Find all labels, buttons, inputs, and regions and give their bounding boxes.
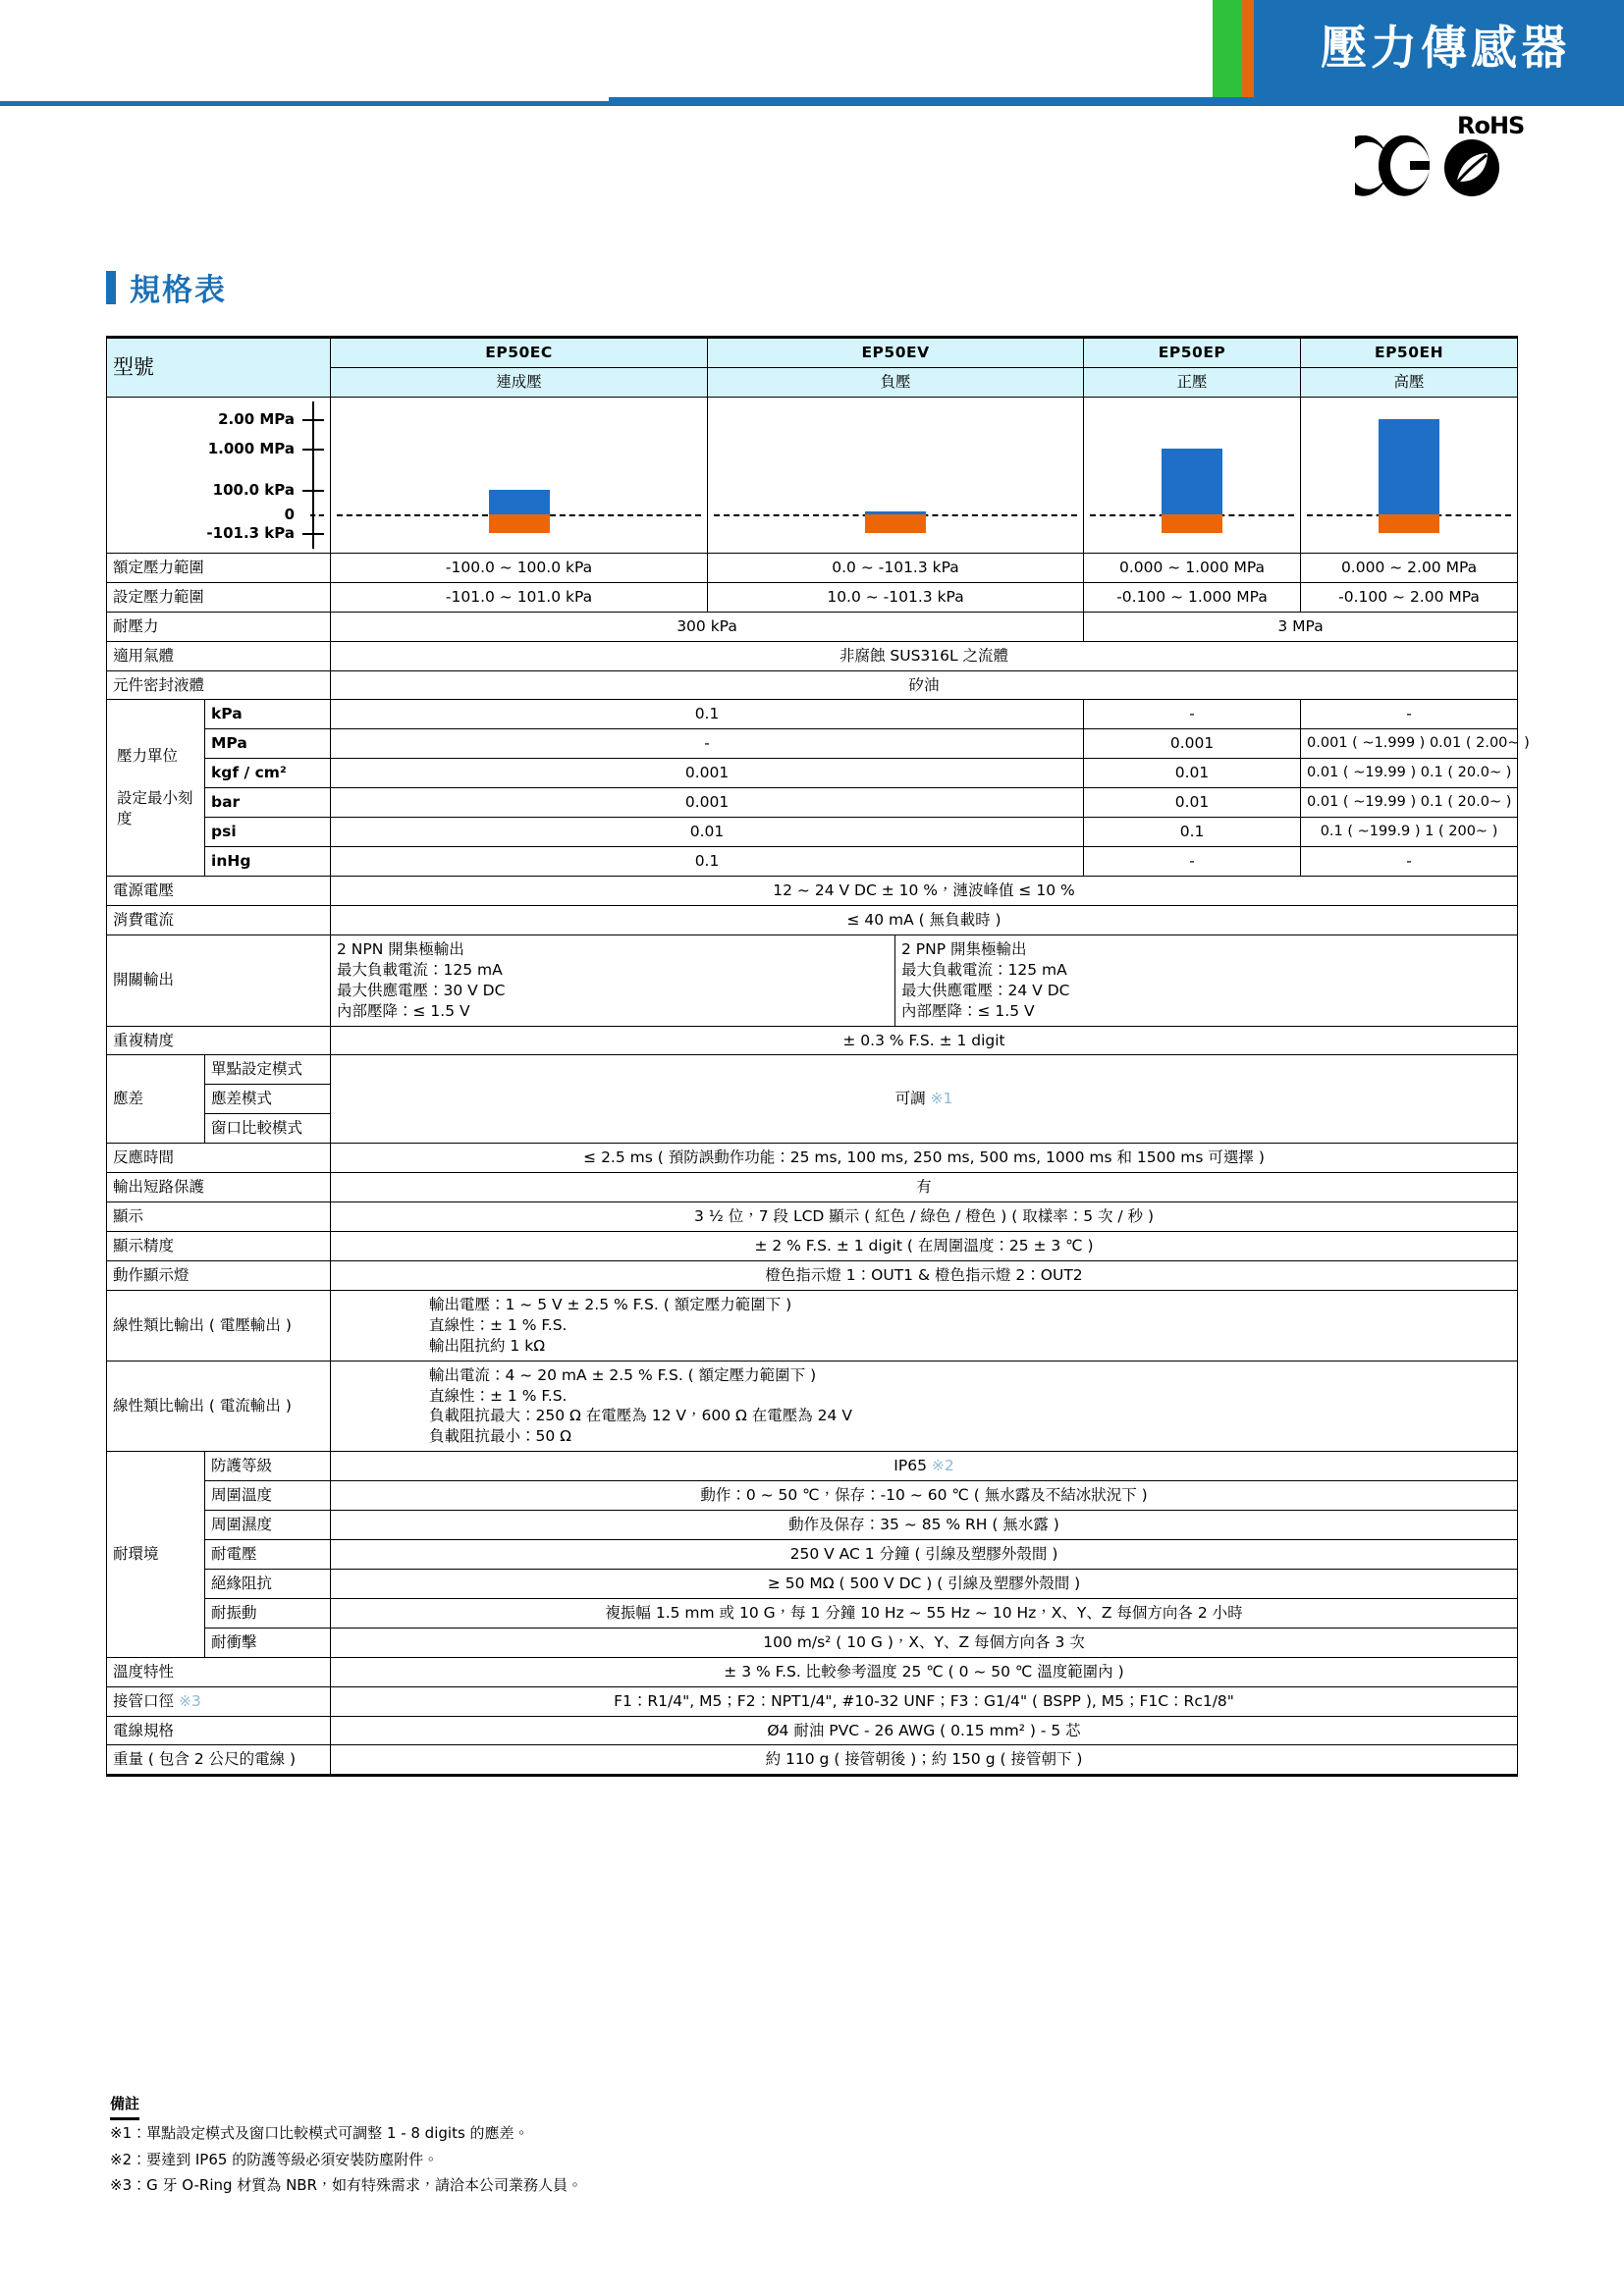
- table-row-supply-voltage: [107, 876, 1518, 905]
- table-row-applicable-fluid: [107, 641, 1518, 670]
- env-value-protection: [331, 1452, 1518, 1481]
- response-time-value: ≤ 2.5 ms ( 預防誤動作功能：25 ms, 100 ms, 250 ms, 500 ms, 1000 ms 和 1500 ms 可選擇 ): [331, 1144, 1518, 1173]
- table-row-range-chart: [107, 397, 1518, 553]
- row-label-pressure-units: [107, 700, 205, 877]
- row-label-display-accuracy: 顯示精度: [107, 1231, 331, 1260]
- chart-ytick-label-0: 2.00 MPa: [218, 409, 295, 428]
- row-label-port-size-footnote-ref: ※3: [178, 1691, 201, 1710]
- chart-bar-positive-EP50EP: [1162, 449, 1222, 514]
- set-range-ep50eh: -0.100 ~ 2.00 MPa: [1301, 582, 1518, 612]
- page-header-banner: [0, 0, 1624, 108]
- table-row-unit-inhg: [107, 847, 1518, 877]
- applicable-fluid-value: 非腐蝕 SUS316L 之流體: [331, 641, 1518, 670]
- model-code-ep50eh: EP50EH: [1301, 338, 1518, 368]
- unit-psi-ep: 0.1: [1084, 818, 1301, 847]
- row-label-indicator: 動作顯示燈: [107, 1260, 331, 1290]
- short-protection-value: 有: [331, 1173, 1518, 1202]
- rated-range-ep50ec: -100.0 ~ 100.0 kPa: [331, 553, 708, 582]
- chart-bars-ep50ep: [1090, 401, 1294, 549]
- row-label-cable-spec: 電線規格: [107, 1716, 331, 1745]
- hysteresis-value: [331, 1055, 1518, 1144]
- footnote-2: ※2：要達到 IP65 的防護等級必須安裝防塵附件。: [110, 2150, 439, 2168]
- table-row-env-2: [107, 1511, 1518, 1540]
- env-name-shock: 耐衝擊: [205, 1628, 331, 1657]
- cable-spec-value: Ø4 耐油 PVC - 26 AWG ( 0.15 mm² ) - 5 芯: [331, 1716, 1518, 1745]
- row-label-rated-range: 額定壓力範圍: [107, 553, 331, 582]
- model-code-ep50ec: EP50EC: [331, 338, 708, 368]
- model-type-ep50ev: 負壓: [708, 367, 1084, 397]
- ce-mark-icon: [1355, 135, 1435, 200]
- switch-output-npn-line-1: 最大負載電流：125 mA: [337, 960, 503, 979]
- unit-psi-eh: 0.1 ( ~199.9 ) 1 ( 200~ ): [1301, 818, 1518, 847]
- analog-current-line-0: 輸出電流：4 ~ 20 mA ± 2.5 % F.S. ( 額定壓力範圍下 ): [429, 1365, 817, 1384]
- table-row-unit-bar: [107, 788, 1518, 818]
- unit-inhg-cv: 0.1: [331, 847, 1084, 877]
- switch-output-pnp-line-1: 最大負載電流：125 mA: [901, 960, 1067, 979]
- unit-bar-cv: 0.001: [331, 788, 1084, 818]
- pressure-units-label-line2: 設定最小刻度: [117, 789, 193, 828]
- chart-ytick-label-4: -101.3 kPa: [206, 523, 295, 542]
- table-row-proof-pressure: [107, 612, 1518, 641]
- unit-name-psi: psi: [205, 818, 331, 847]
- table-row-env-3: [107, 1540, 1518, 1570]
- analog-voltage-line-2: 輸出阻抗約 1 kΩ: [429, 1336, 546, 1355]
- table-row-analog-voltage: [107, 1290, 1518, 1361]
- table-row-model-header: [107, 338, 1518, 368]
- model-type-ep50eh: 高壓: [1301, 367, 1518, 397]
- env-name-insulation-resistance: 絕緣阻抗: [205, 1569, 331, 1598]
- table-row-env-5: [107, 1598, 1518, 1628]
- section-title: 規格表: [130, 273, 227, 308]
- chart-bar-positive-EP50EH: [1379, 419, 1439, 514]
- table-row-env-1: [107, 1481, 1518, 1511]
- model-code-ep50ep: EP50EP: [1084, 338, 1301, 368]
- switch-output-pnp-line-2: 最大供應電壓：24 V DC: [901, 981, 1070, 999]
- chart-ytick-label-1: 1.000 MPa: [207, 439, 295, 457]
- table-row-repeatability: [107, 1026, 1518, 1055]
- row-label-supply-voltage: 電源電壓: [107, 876, 331, 905]
- unit-name-kgf-cm2: kgf / cm²: [205, 759, 331, 788]
- env-value-withstand-voltage: 250 V AC 1 分鐘 ( 引線及塑膠外殼間 ): [331, 1540, 1518, 1570]
- model-label: 型號: [107, 338, 331, 398]
- chart-bar-negative-EP50EV: [865, 514, 926, 533]
- chart-cell-ep50ev: [708, 397, 1084, 553]
- unit-kpa-cv: 0.1: [331, 700, 1084, 729]
- supply-voltage-value: 12 ~ 24 V DC ± 10 %，漣波峰值 ≤ 10 %: [331, 876, 1518, 905]
- footnote-1: ※1：單點設定模式及窗口比較模式可調整 1 - 8 digits 的應差。: [110, 2124, 529, 2143]
- switch-output-pnp: [895, 934, 1518, 1026]
- chart-zero-line-axis: [310, 514, 324, 516]
- chart-bar-negative-EP50EH: [1379, 514, 1439, 533]
- unit-name-kpa: kPa: [205, 700, 331, 729]
- switch-output-npn-line-2: 最大供應電壓：30 V DC: [337, 981, 506, 999]
- row-label-applicable-fluid: 適用氣體: [107, 641, 331, 670]
- set-range-ep50ep: -0.100 ~ 1.000 MPa: [1084, 582, 1301, 612]
- table-row-unit-kgfcm2: [107, 759, 1518, 788]
- table-row-cable-spec: [107, 1716, 1518, 1745]
- env-value-vibration: 複振幅 1.5 mm 或 10 G，每 1 分鐘 10 Hz ~ 55 Hz ~ 10 Hz，X、Y、Z 每個方向各 2 小時: [331, 1598, 1518, 1628]
- row-label-analog-current: 線性類比輸出 ( 電流輸出 ): [107, 1361, 331, 1452]
- unit-mpa-ep: 0.001: [1084, 729, 1301, 759]
- unit-kpa-eh: -: [1301, 700, 1518, 729]
- row-label-current-consumption: 消費電流: [107, 905, 331, 934]
- chart-axis-cell: [107, 397, 331, 553]
- table-row-unit-kpa: [107, 700, 1518, 729]
- table-row-env-4: [107, 1569, 1518, 1598]
- unit-name-bar: bar: [205, 788, 331, 818]
- env-value-ambient-humidity: 動作及保存：35 ~ 85 % RH ( 無水露 ): [331, 1511, 1518, 1540]
- analog-voltage-value: [331, 1290, 1518, 1361]
- table-row-unit-psi: [107, 818, 1518, 847]
- row-label-set-range: 設定壓力範圍: [107, 582, 331, 612]
- table-row-short-protection: [107, 1173, 1518, 1202]
- env-name-withstand-voltage: 耐電壓: [205, 1540, 331, 1570]
- table-row-indicator: [107, 1260, 1518, 1290]
- unit-kgf-cm2-cv: 0.001: [331, 759, 1084, 788]
- env-value-protection-footnote-ref: ※2: [931, 1457, 954, 1475]
- table-row-display: [107, 1202, 1518, 1232]
- row-label-environment: 耐環境: [107, 1452, 205, 1657]
- footnotes-title: 備註: [110, 2091, 139, 2120]
- hysteresis-value-footnote-ref: ※1: [930, 1090, 953, 1108]
- analog-current-line-1: 直線性：± 1 % F.S.: [429, 1386, 568, 1405]
- switch-output-npn: [331, 934, 895, 1026]
- row-label-weight: 重量 ( 包含 2 公尺的電線 ): [107, 1745, 331, 1776]
- rohs-leaf-icon: [1441, 135, 1502, 200]
- current-consumption-value: ≤ 40 mA ( 無負載時 ): [331, 905, 1518, 934]
- proof-pressure-low: 300 kPa: [331, 612, 1084, 641]
- table-row-weight: [107, 1745, 1518, 1776]
- unit-inhg-eh: -: [1301, 847, 1518, 877]
- display-accuracy-value: ± 2 % F.S. ± 1 digit ( 在周圍溫度：25 ± 3 ℃ ): [331, 1231, 1518, 1260]
- table-row-env-0: [107, 1452, 1518, 1481]
- model-type-ep50ec: 連成壓: [331, 367, 708, 397]
- chart-y-axis-line: [312, 401, 314, 549]
- rated-range-ep50eh: 0.000 ~ 2.00 MPa: [1301, 553, 1518, 582]
- rated-range-ep50ep: 0.000 ~ 1.000 MPa: [1084, 553, 1301, 582]
- hysteresis-value-text: 可調: [894, 1090, 931, 1108]
- unit-mpa-cv: -: [331, 729, 1084, 759]
- rated-range-ep50ev: 0.0 ~ -101.3 kPa: [708, 553, 1084, 582]
- table-row-env-6: [107, 1628, 1518, 1657]
- env-name-ambient-humidity: 周圍濕度: [205, 1511, 331, 1540]
- section-accent-bar: [106, 271, 116, 304]
- row-label-display: 顯示: [107, 1202, 331, 1232]
- banner-accent-green: [1213, 0, 1242, 97]
- certification-marks: [1355, 112, 1551, 204]
- table-row-port-size: [107, 1686, 1518, 1716]
- chart-bars-ep50ev: [714, 401, 1077, 549]
- analog-current-line-2: 負載阻抗最大：250 Ω 在電壓為 12 V，600 Ω 在電壓為 24 V: [429, 1407, 852, 1425]
- seal-liquid-value: 矽油: [331, 670, 1518, 700]
- row-label-repeatability: 重複精度: [107, 1026, 331, 1055]
- env-value-shock: 100 m/s² ( 10 G )，X、Y、Z 每個方向各 3 次: [331, 1628, 1518, 1657]
- table-row-unit-mpa: [107, 729, 1518, 759]
- switch-output-npn-line-0: 2 NPN 開集極輸出: [337, 939, 464, 958]
- row-label-short-protection: 輸出短路保護: [107, 1173, 331, 1202]
- port-size-value: F1：R1/4", M5；F2：NPT1/4", #10-32 UNF；F3：G1/4" ( BSPP ), M5；F1C：Rc1/8": [331, 1686, 1518, 1716]
- table-row-display-accuracy: [107, 1231, 1518, 1260]
- chart-y-axis-labels: [113, 401, 324, 549]
- table-row-seal-liquid: [107, 670, 1518, 700]
- unit-inhg-ep: -: [1084, 847, 1301, 877]
- unit-psi-cv: 0.01: [331, 818, 1084, 847]
- table-row-temperature-char: [107, 1657, 1518, 1686]
- set-range-ep50ec: -101.0 ~ 101.0 kPa: [331, 582, 708, 612]
- unit-kgf-cm2-ep: 0.01: [1084, 759, 1301, 788]
- unit-kpa-ep: -: [1084, 700, 1301, 729]
- chart-axis-area: [113, 401, 324, 549]
- table-row-analog-current: [107, 1361, 1518, 1452]
- weight-value: 約 110 g ( 接管朝後 )；約 150 g ( 接管朝下 ): [331, 1745, 1518, 1776]
- model-code-ep50ev: EP50EV: [708, 338, 1084, 368]
- switch-output-pnp-line-3: 內部壓降：≤ 1.5 V: [901, 1001, 1035, 1020]
- chart-cell-ep50eh: [1301, 397, 1518, 553]
- row-label-port-size-text: 接管口徑: [113, 1691, 179, 1710]
- analog-voltage-line-1: 直線性：± 1 % F.S.: [429, 1315, 568, 1334]
- row-label-port-size: [107, 1686, 331, 1716]
- temperature-char-value: ± 3 % F.S. 比較參考溫度 25 ℃ ( 0 ~ 50 ℃ 溫度範圍內 ): [331, 1657, 1518, 1686]
- unit-kgf-cm2-eh: 0.01 ( ~19.99 ) 0.1 ( 20.0~ ): [1301, 759, 1518, 788]
- row-label-proof-pressure: 耐壓力: [107, 612, 331, 641]
- row-label-switch-output: 開關輸出: [107, 934, 331, 1026]
- specification-table-wrapper: [106, 336, 1530, 1777]
- hysteresis-mode-hysteresis: 應差模式: [205, 1085, 331, 1114]
- chart-cell-ep50ep: [1084, 397, 1301, 553]
- chart-bars-ep50eh: [1307, 401, 1511, 549]
- row-label-hysteresis: 應差: [107, 1055, 205, 1144]
- env-name-ambient-temperature: 周圍溫度: [205, 1481, 331, 1511]
- unit-mpa-eh: 0.001 ( ~1.999 ) 0.01 ( 2.00~ ): [1301, 729, 1518, 759]
- chart-ytick-label-3: 0: [284, 505, 295, 523]
- footnotes: [110, 2091, 582, 2198]
- unit-name-mpa: MPa: [205, 729, 331, 759]
- model-type-ep50ep: 正壓: [1084, 367, 1301, 397]
- page-title: 壓力傳感器: [1321, 22, 1571, 76]
- table-row-response-time: [107, 1144, 1518, 1173]
- hysteresis-mode-single-point: 單點設定模式: [205, 1055, 331, 1085]
- hysteresis-mode-window-compare: 窗口比較模式: [205, 1114, 331, 1144]
- chart-cell-ep50ec: [331, 397, 708, 553]
- analog-current-value: [331, 1361, 1518, 1452]
- banner-rule-left-gap: [0, 97, 609, 101]
- chart-bar-negative-EP50EP: [1162, 514, 1222, 533]
- set-range-ep50ev: 10.0 ~ -101.3 kPa: [708, 582, 1084, 612]
- chart-bars-ep50ec: [337, 401, 701, 549]
- env-name-vibration: 耐振動: [205, 1598, 331, 1628]
- row-label-seal-liquid: 元件密封液體: [107, 670, 331, 700]
- proof-pressure-high: 3 MPa: [1084, 612, 1518, 641]
- indicator-value: 橙色指示燈 1：OUT1 & 橙色指示燈 2：OUT2: [331, 1260, 1518, 1290]
- table-row-hysteresis-mode-0: [107, 1055, 1518, 1085]
- table-row-set-range: [107, 582, 1518, 612]
- rohs-label: RoHS: [1457, 112, 1525, 139]
- env-name-protection: 防護等級: [205, 1452, 331, 1481]
- chart-ytick-label-2: 100.0 kPa: [212, 480, 295, 499]
- row-label-response-time: 反應時間: [107, 1144, 331, 1173]
- chart-bar-positive-EP50EC: [489, 490, 550, 514]
- env-value-ambient-temperature: 動作：0 ~ 50 ℃，保存：-10 ~ 60 ℃ ( 無水露及不結冰狀況下 ): [331, 1481, 1518, 1511]
- unit-bar-ep: 0.01: [1084, 788, 1301, 818]
- unit-name-inhg: inHg: [205, 847, 331, 877]
- footnote-3: ※3：G 牙 O-Ring 材質為 NBR，如有特殊需求，請洽本公司業務人員。: [110, 2175, 582, 2194]
- table-row-rated-range: [107, 553, 1518, 582]
- analog-current-line-3: 負載阻抗最小：50 Ω: [429, 1427, 571, 1446]
- switch-output-pnp-line-0: 2 PNP 開集極輸出: [901, 939, 1027, 958]
- switch-output-npn-line-3: 內部壓降：≤ 1.5 V: [337, 1001, 470, 1020]
- pressure-units-label-line1: 壓力單位: [117, 747, 179, 766]
- row-label-analog-voltage: 線性類比輸出 ( 電壓輸出 ): [107, 1290, 331, 1361]
- row-label-temperature-char: 溫度特性: [107, 1657, 331, 1686]
- unit-bar-eh: 0.01 ( ~19.99 ) 0.1 ( 20.0~ ): [1301, 788, 1518, 818]
- env-value-protection-text: IP65: [893, 1457, 932, 1475]
- specification-table: [106, 336, 1530, 1777]
- env-value-insulation-resistance: ≥ 50 MΩ ( 500 V DC ) ( 引線及塑膠外殼間 ): [331, 1569, 1518, 1598]
- chart-bar-negative-EP50EC: [489, 514, 550, 533]
- table-row-switch-output: [107, 934, 1518, 1026]
- display-value: 3 ½ 位，7 段 LCD 顯示 ( 紅色 / 綠色 / 橙色 ) ( 取樣率：5 次 / 秒 ): [331, 1202, 1518, 1232]
- analog-voltage-line-0: 輸出電壓：1 ~ 5 V ± 2.5 % F.S. ( 額定壓力範圍下 ): [429, 1295, 792, 1313]
- repeatability-value: ± 0.3 % F.S. ± 1 digit: [331, 1026, 1518, 1055]
- table-row-current-consumption: [107, 905, 1518, 934]
